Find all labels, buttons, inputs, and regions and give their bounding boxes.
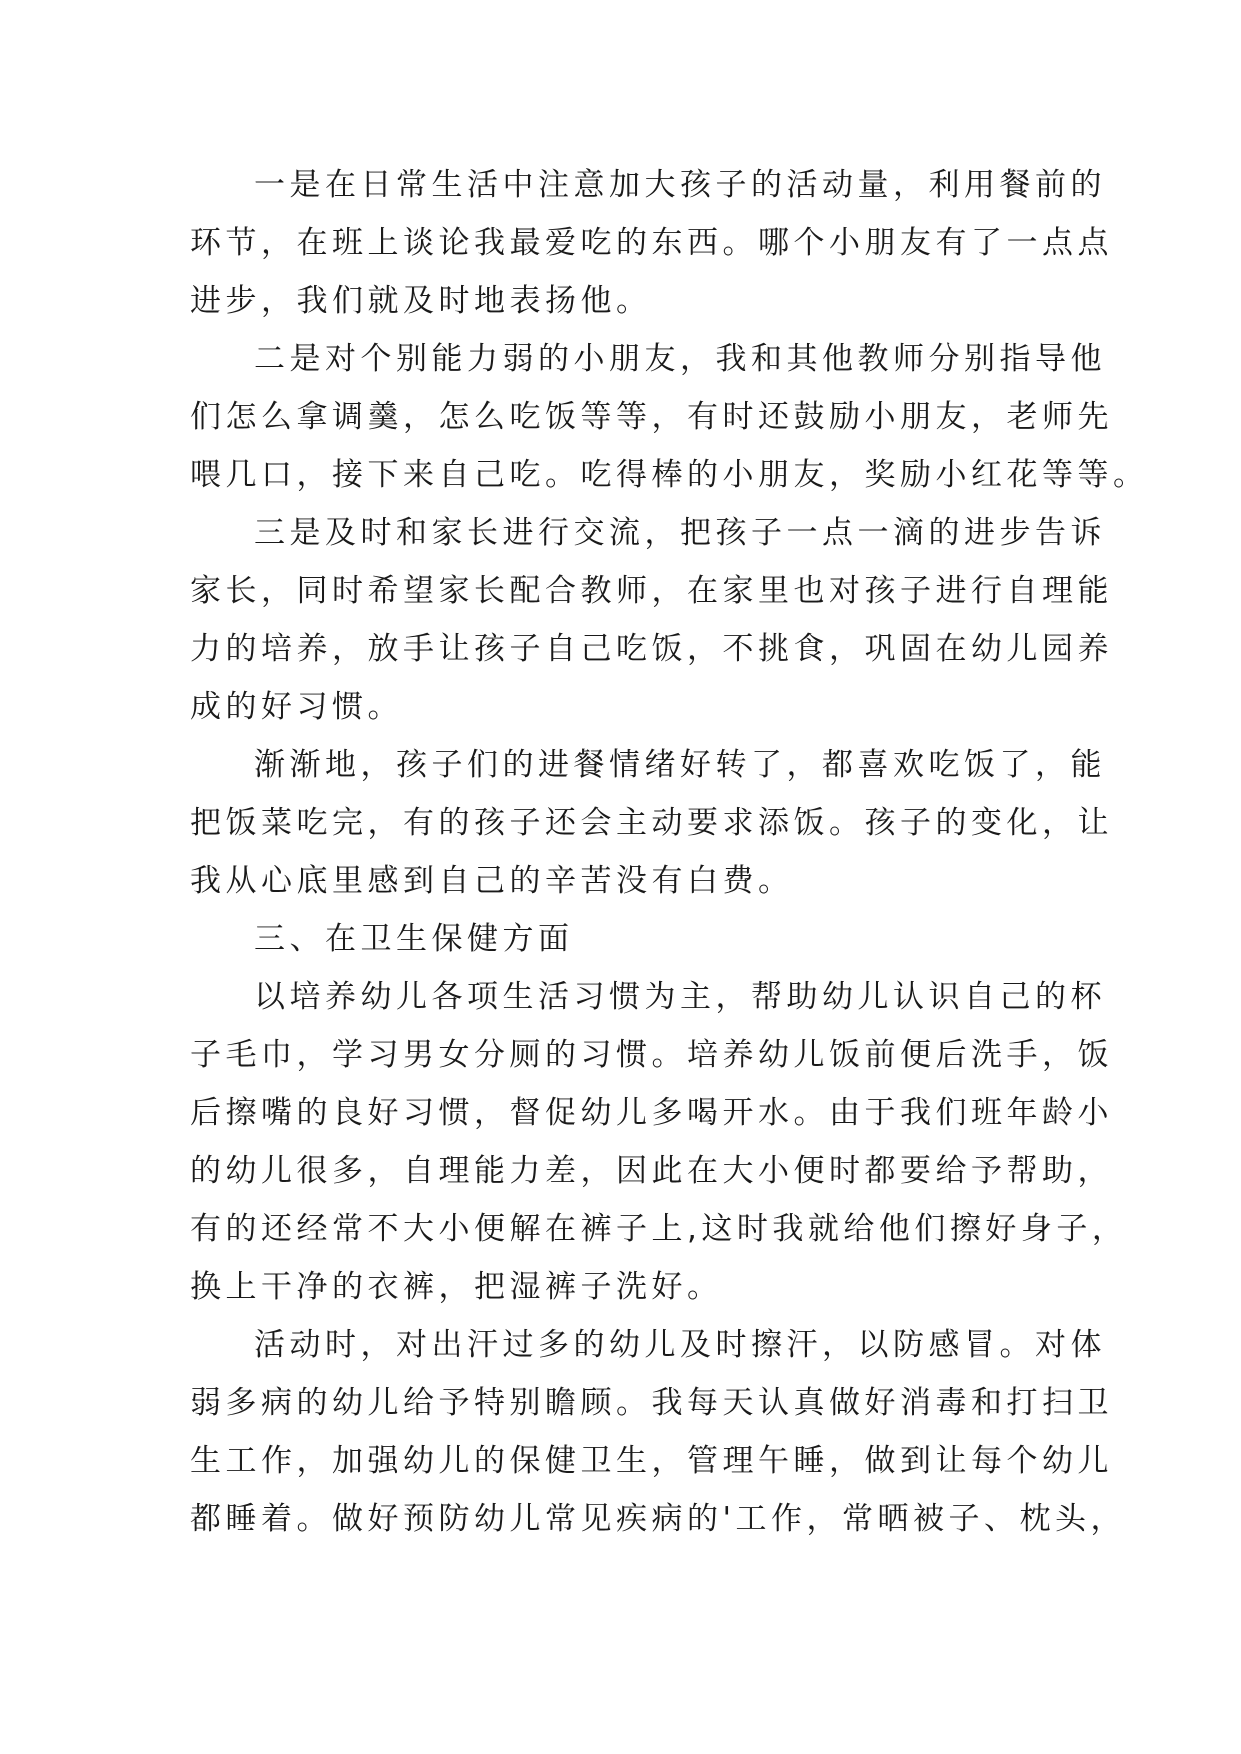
section-heading: 三、在卫生保健方面 — [254, 921, 574, 957]
paragraph-5-line-6: 换上干净的衣裤，把湿裤子洗好。 — [190, 1269, 723, 1305]
paragraph-5-line-2: 子毛巾，学习男女分厕的习惯。培养幼儿饭前便后洗手，饭 — [190, 1037, 1113, 1073]
paragraph-2-line-3: 喂几口，接下来自己吃。吃得棒的小朋友，奖励小红花等等。 — [190, 457, 1149, 493]
paragraph-3-line-2: 家长，同时希望家长配合教师，在家里也对孩子进行自理能 — [190, 573, 1113, 609]
paragraph-5-line-1: 以培养幼儿各项生活习惯为主，帮助幼儿认识自己的杯 — [254, 979, 1106, 1015]
paragraph-2-line-1: 二是对个别能力弱的小朋友，我和其他教师分别指导他 — [254, 341, 1106, 377]
paragraph-6-line-4: 都睡着。做好预防幼儿常见疾病的'工作，常晒被子、枕头， — [190, 1501, 1127, 1537]
paragraph-6-line-3: 生工作，加强幼儿的保健卫生，管理午睡，做到让每个幼儿 — [190, 1443, 1113, 1479]
paragraph-5-line-4: 的幼儿很多，自理能力差，因此在大小便时都要给予帮助， — [190, 1153, 1113, 1189]
paragraph-6-line-1: 活动时，对出汗过多的幼儿及时擦汗，以防感冒。对体 — [254, 1327, 1106, 1363]
paragraph-5-line-3: 后擦嘴的良好习惯，督促幼儿多喝开水。由于我们班年龄小 — [190, 1095, 1113, 1131]
document-body — [190, 156, 1149, 1548]
paragraph-1-line-1: 一是在日常生活中注意加大孩子的活动量，利用餐前的 — [254, 167, 1106, 203]
paragraph-3-line-3: 力的培养，放手让孩子自己吃饭，不挑食，巩固在幼儿园养 — [190, 631, 1113, 667]
paragraph-4-line-3: 我从心底里感到自己的辛苦没有白费。 — [190, 863, 794, 899]
paragraph-5-line-5: 有的还经常不大小便解在裤子上,这时我就给他们擦好身子， — [190, 1211, 1128, 1247]
paragraph-3-line-1: 三是及时和家长进行交流，把孩子一点一滴的进步告诉 — [254, 515, 1106, 551]
paragraph-2-line-2: 们怎么拿调羹，怎么吃饭等等，有时还鼓励小朋友，老师先 — [190, 399, 1113, 435]
paragraph-1-line-3: 进步，我们就及时地表扬他。 — [190, 283, 652, 319]
paragraph-6-line-2: 弱多病的幼儿给予特别瞻顾。我每天认真做好消毒和打扫卫 — [190, 1385, 1113, 1421]
paragraph-1-line-2: 环节，在班上谈论我最爱吃的东西。哪个小朋友有了一点点 — [190, 225, 1113, 261]
paragraph-4-line-1: 渐渐地，孩子们的进餐情绪好转了，都喜欢吃饭了，能 — [254, 747, 1106, 783]
paragraph-3-line-4: 成的好习惯。 — [190, 689, 403, 725]
paragraph-4-line-2: 把饭菜吃完，有的孩子还会主动要求添饭。孩子的变化，让 — [190, 805, 1113, 841]
